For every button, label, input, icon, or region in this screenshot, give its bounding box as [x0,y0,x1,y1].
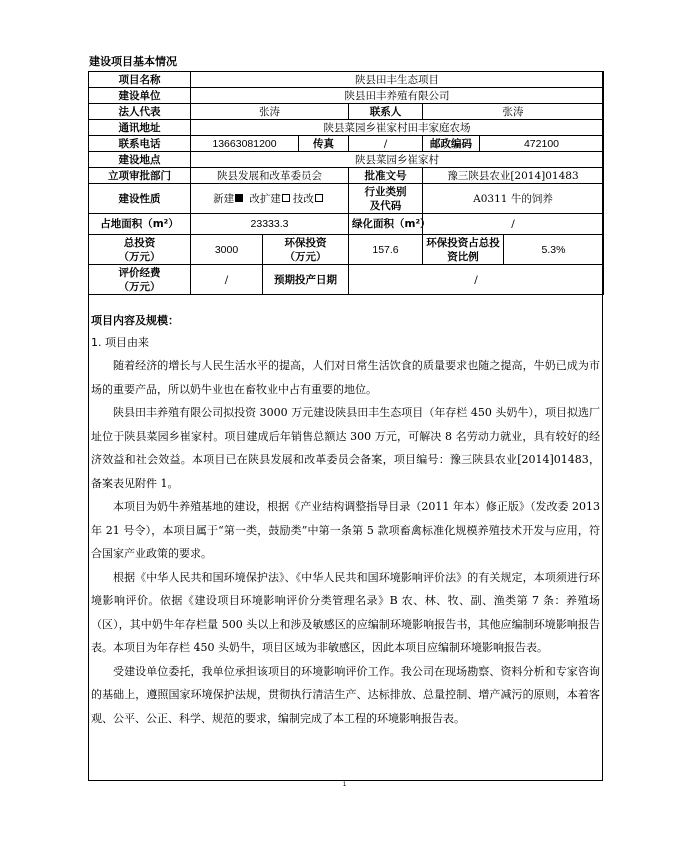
env-ratio-value: 5.3% [504,235,604,265]
industry-value: A0311 牛的饲养 [423,184,604,214]
legal-rep-value: 张涛 [191,104,349,120]
nature-new-label: 新建 [213,192,235,205]
fax-value: / [349,136,423,152]
industry-label-line2: 及代码 [369,199,402,212]
invest-label-line2: （万元） [118,250,161,263]
nature-label: 建设性质 [89,184,191,214]
unit-label: 建设单位 [89,88,191,104]
table-row [89,184,604,214]
approval-dept-value: 陕县发展和改革委员会 [191,168,349,184]
env-ratio-label [423,235,504,265]
area-label: 占地面积（m²） [89,214,191,235]
env-invest-label-line1: 环保投资 [284,236,327,249]
green-label: 绿化面积（m²） [349,214,423,235]
eval-fee-label-line2: （万元） [118,280,161,293]
postcode-value: 472100 [480,136,604,152]
env-invest-value: 157.6 [349,235,423,265]
page-number: 1 [342,782,347,788]
approval-dept-label: 立项审批部门 [89,168,191,184]
table-row [89,265,604,295]
unchecked-box-icon [315,194,323,202]
eval-fee-label [89,265,191,295]
paragraph-1: 随着经济的增长与人民生活水平的提高，人们对日常生活饮食的质量要求也随之提高，牛奶已成为市场的重要产品，所以奶牛业也在畜牧业中占有重要的地位。 [91,359,600,396]
fax-label: 传真 [299,136,349,152]
contact-label: 联系人 [349,104,423,120]
legal-rep-label: 法人代表 [89,104,191,120]
industry-label-line1: 行业类别 [364,185,407,198]
checked-box-icon [235,194,243,202]
table-row [89,168,604,184]
nature-value [191,184,349,214]
paragraph-5: 受建设单位委托，我单位承担该项目的环境影响评价工作。我公司在现场勘察、资料分析和专家咨询的基础上，遵照国家环境保护法规，贯彻执行清洁生产、达标排放、总量控制、增产减污的原则，本着客观、公平、公正、科学、规范的要求，编制完成了本工程的环境影响报告表。 [91,664,600,725]
env-invest-label-line2: （万元） [284,250,327,263]
project-info-table [88,71,604,295]
table-row [89,136,604,152]
env-invest-label [263,235,349,265]
unit-value: 陕县田丰养殖有限公司 [191,88,604,104]
phone-value: 13663081200 [191,136,299,152]
invest-label [89,235,191,265]
env-ratio-label-line2: 资比例 [447,250,479,263]
paragraph-2: 陕县田丰养殖有限公司拟投资 3000 万元建设陕县田丰生态项目（年存栏 450 头奶牛），项目拟选厂址位于陕县菜园乡崔家村。项目建成后年销售总额达 300 万元，可解决 8 名劳动力就业，具有较好的经济效益和社会效益。本项目已在陕县发展和改革委员会备案，项目编号：豫三陕县农业[2014]01483，备案表见附件 1。 [91,406,600,490]
area-value: 23333.3 [191,214,349,235]
project-content [91,312,600,730]
contact-value: 张涛 [423,104,604,120]
approval-no-label: 批准文号 [349,168,423,184]
paragraph-4: 根据《中华人民共和国环境保护法》、《中华人民共和国环境影响评价法》的有关规定，本项须进行环境影响评价。依据《建设项目环境影响评价分类管理名录》B 农、林、牧、副、渔类第 7 条：养殖场（区），其中奶牛年存栏量 500 头以上和涉及敏感区的应编制环境影响报告书，其他应编制环境影响报告表。本项目为年存栏 450 头奶牛，项目区域为非敏感区，因此本项目应编制环境影响报告表。 [91,570,600,654]
section-subheading: 1. 项目由来 [91,336,149,349]
nature-expand-label: 改扩建 [249,192,281,205]
industry-label [349,184,423,214]
address-value: 陕县菜园乡崔家村田丰家庭农场 [191,120,604,136]
paragraph-3: 本项目为奶牛养殖基地的建设，根据《产业结构调整指导目录（2011 年本）修正版》（发改委 2013 年 21 号令），本项目属于“第一类，鼓励类”中第一条第 5 款项畜禽标准化规模养殖技术开发与应用，符合国家产业政策的要求。 [91,500,600,560]
table-row [89,88,604,104]
project-name-label: 项目名称 [89,72,191,88]
table-row [89,104,604,120]
table-row [89,120,604,136]
table-row [89,235,604,265]
table-row [89,152,604,168]
invest-value: 3000 [191,235,263,265]
location-value: 陕县菜园乡崔家村 [191,152,604,168]
env-ratio-label-line1: 环保投资占总投 [426,236,500,249]
table-row [89,72,604,88]
prod-date-value: / [349,265,604,295]
postcode-label: 邮政编码 [423,136,480,152]
invest-label-line1: 总投资 [123,236,156,249]
approval-no-value: 豫三陕县农业[2014]01483 [423,168,604,184]
prod-date-label: 预期投产日期 [263,265,349,295]
nature-tech-label: 技改 [292,192,314,205]
eval-fee-label-line1: 评价经费 [118,266,161,279]
eval-fee-value: / [191,265,263,295]
location-label: 建设地点 [89,152,191,168]
section-title: 建设项目基本情况 [89,55,177,68]
address-label: 通讯地址 [89,120,191,136]
phone-label: 联系电话 [89,136,191,152]
table-row [89,214,604,235]
project-name-value: 陕县田丰生态项目 [191,72,604,88]
unchecked-box-icon [282,194,290,202]
content-heading: 项目内容及规模： [91,314,179,327]
green-value: / [423,214,604,235]
